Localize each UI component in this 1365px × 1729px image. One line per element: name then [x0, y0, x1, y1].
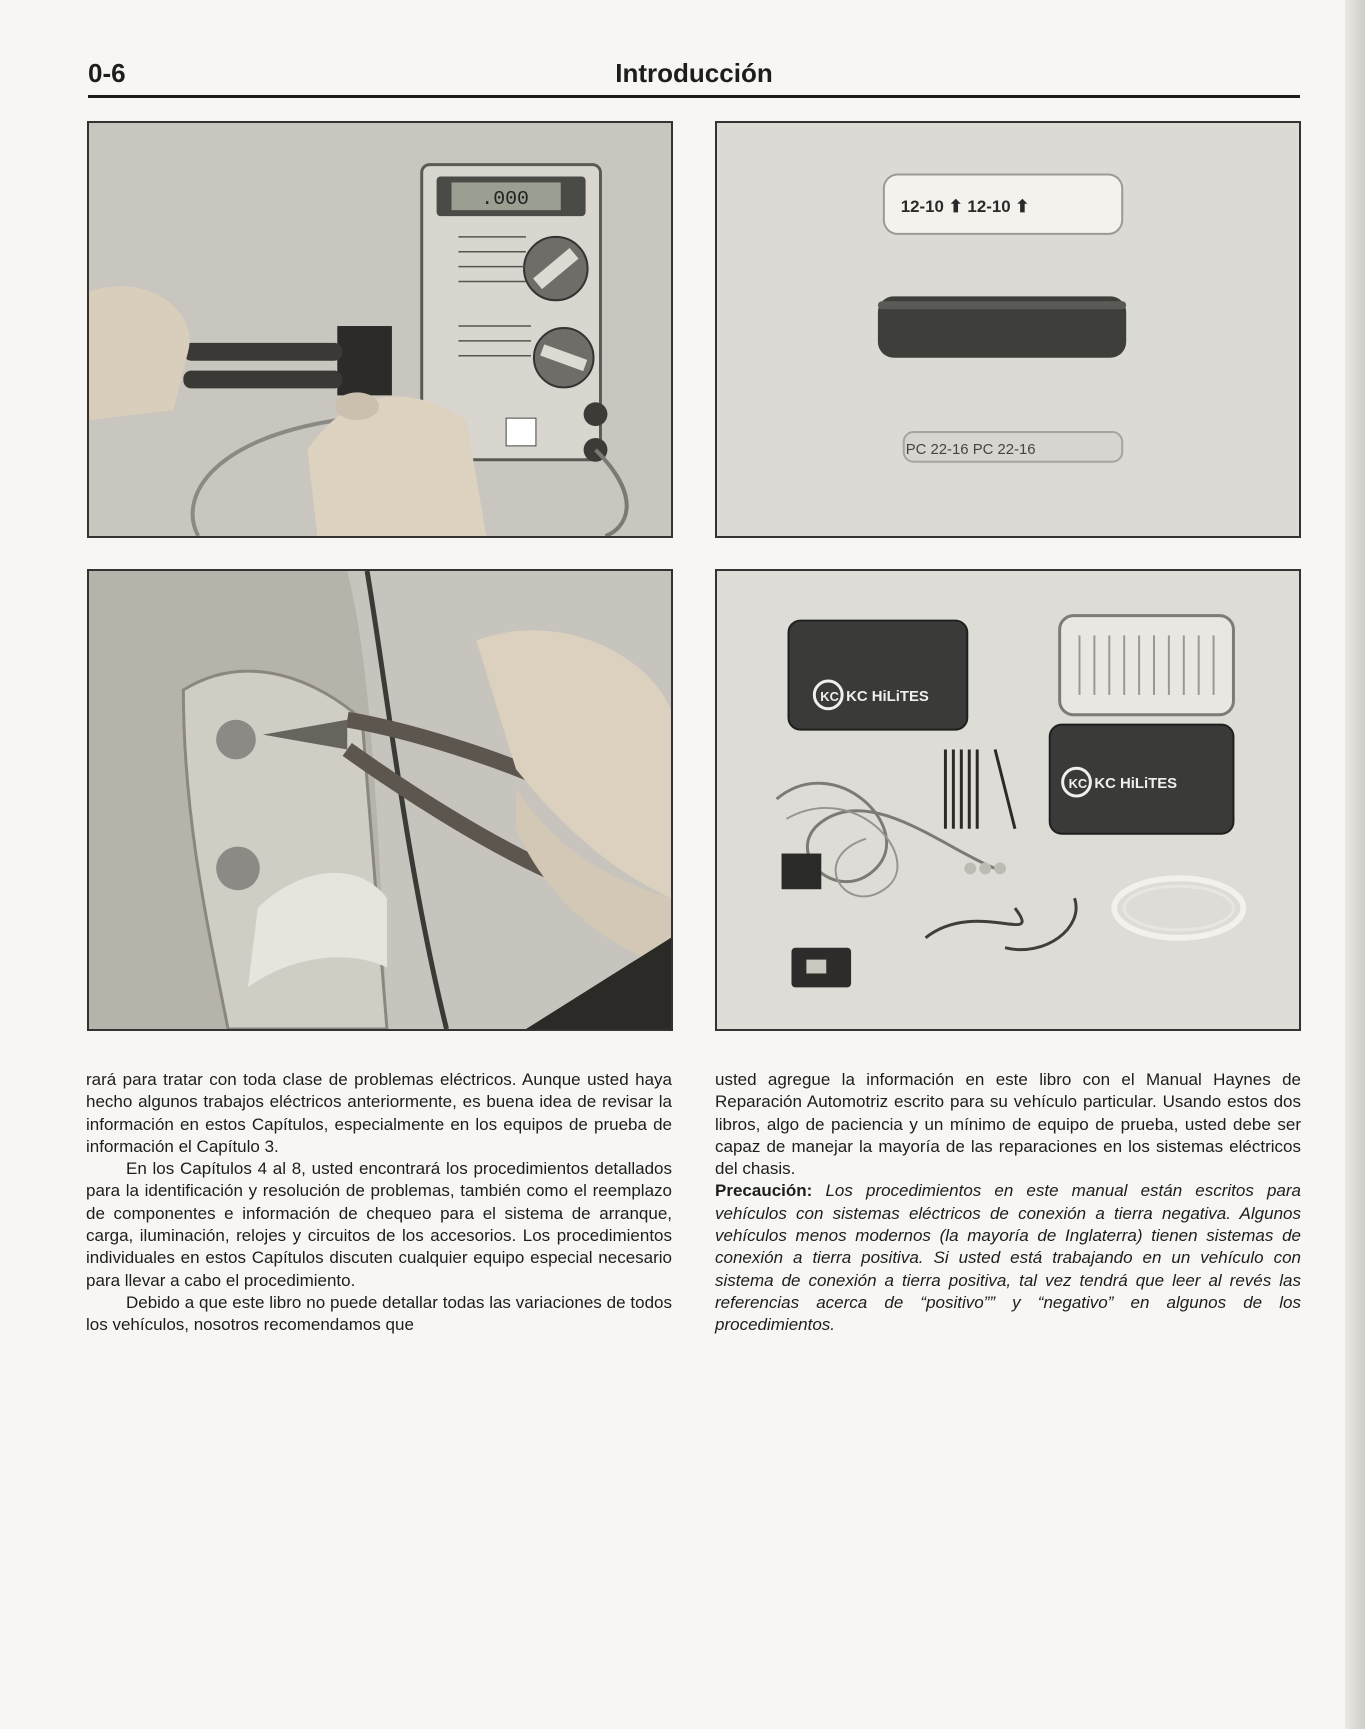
fog-light-kit-illustration	[717, 571, 1299, 1029]
connector-3-label: PC 22-16 PC 22-16	[905, 441, 1036, 458]
header-rule	[88, 95, 1300, 98]
photo-butt-connectors	[715, 121, 1301, 538]
butt-connectors-illustration	[717, 123, 1299, 536]
left-paragraph-2: En los Capítulos 4 al 8, usted encontrará los procedimientos detallados para la identificación y resolución de problemas, también como el reemplazo de componentes e información de chequeo para el sistema de arranque, carga, iluminación, relojes y circuitos de los accesorios. Los procedimientos individuales en estos Capítulos discuten cualquier equipo especial necesario para llevar a cabo el procedimiento.	[86, 1159, 672, 1290]
multimeter-illustration	[89, 123, 671, 536]
connector-1-label: 12-10 ⬆ 12-10 ⬆	[900, 197, 1030, 217]
page-header	[88, 52, 1300, 100]
kc-brand-text-2: KC HiLiTES	[1094, 776, 1178, 793]
photo-multimeter-test	[87, 121, 673, 538]
body-text-left-column	[86, 1069, 672, 1337]
kc-logo-1: KC	[820, 688, 839, 704]
left-paragraph-3: Debido a que este libro no puede detallar todas las variaciones de todos los vehículos, nosotros recomendamos que	[86, 1292, 672, 1335]
kc-brand-text-1: KC HiLiTES	[846, 688, 929, 705]
page-number: 0-6	[88, 58, 126, 88]
photo-taillight-pliers	[87, 569, 673, 1031]
warning-paragraph	[715, 1180, 1301, 1336]
taillight-pliers-illustration	[89, 571, 671, 1029]
warning-label: Precaución:	[715, 1181, 813, 1201]
photo-fog-light-kit	[715, 569, 1301, 1031]
kc-logo-2: KC	[1068, 776, 1088, 792]
page-title: Introducción	[615, 58, 773, 88]
body-text-right-column	[715, 1069, 1301, 1337]
warning-body: Los procedimientos en este manual están escritos para vehículos con sistemas eléctricos de conexión a tierra negativa. Algunos vehículos menos modernos (la mayoría de Inglaterra) tienen sistemas de conexión a tierra positiva. Si usted está trabajando en un vehículo con sistema de conexión a tierra positiva, tal vez tendrá que leer al revés las referencias acerca de “positivo”” y “negativo” en algunos de los procedimientos.	[715, 1181, 1302, 1335]
page-edge-shadow	[1345, 0, 1365, 1729]
left-paragraph-1: rará para tratar con toda clase de problemas eléctricos. Aunque usted haya hecho algunos trabajos eléctricos anteriormente, es buena idea de revisar la información en estos Capítulos, especialmente en los equipos de prueba de información el Capítulo 3.	[86, 1070, 672, 1156]
right-paragraph-1: usted agregue la información en este libro con el Manual Haynes de Reparación Automotriz escrito para su vehículo particular. Usando estos dos libros, algo de paciencia y un mínimo de equipo de prueba, usted debe ser capaz de manejar la mayoría de las reparaciones en los sistemas eléctricos del chasis.	[715, 1070, 1301, 1179]
meter-reading: .000	[481, 187, 529, 211]
